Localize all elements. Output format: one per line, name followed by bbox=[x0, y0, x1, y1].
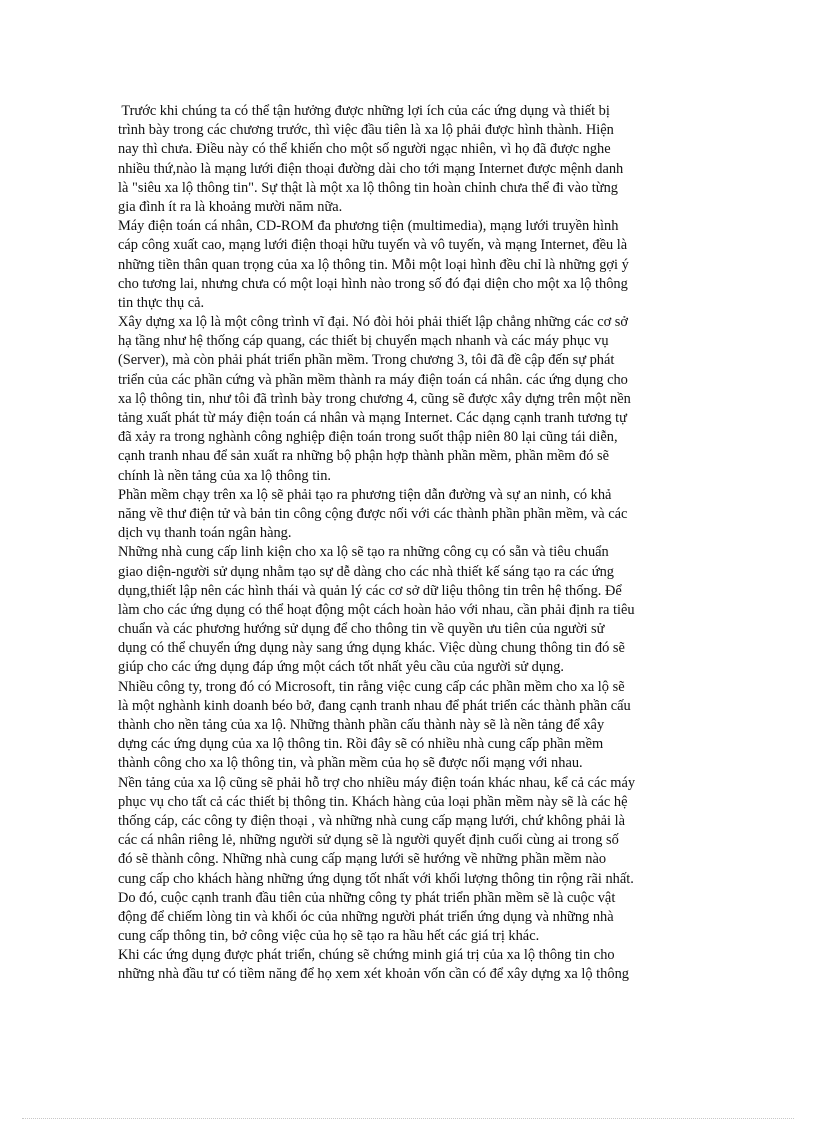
text-line: triển của các phần cứng và phần mềm thành ra máy điện toán cá nhân. các ứng dụng cho bbox=[118, 371, 628, 388]
text-line: gia đình ít ra là khoảng mười năm nữa. bbox=[118, 198, 343, 215]
text-line: chuẩn và các phương hướng sử dụng để cho thông tin về quyền ưu tiên của người sử bbox=[118, 621, 605, 638]
text-line: chính là nền tảng của xa lộ thông tin. bbox=[118, 467, 332, 484]
text-line: phục vụ cho tất cả các thiết bị thông tin. Khách hàng của loại phần mềm này sẽ là các hệ bbox=[118, 793, 628, 810]
text-line: dụng có thể chuyển ứng dụng này sang ứng dụng khác. Việc dùng chung thông tin đó sẽ bbox=[118, 640, 625, 657]
text-line: thành cho nền tảng của xa lộ. Những thành phần cấu thành này sẽ là nền tảng để xây bbox=[118, 717, 605, 733]
text-line: dịch vụ thanh toán ngân hàng. bbox=[118, 525, 292, 542]
text-line: đó sẽ thành công. Những nhà cung cấp mạng lưới sẽ hướng về những phần mềm nào bbox=[118, 851, 607, 868]
text-line: Nền tảng của xa lộ cũng sẽ phải hỗ trợ cho nhiều máy điện toán khác nhau, kể cả các máy bbox=[118, 774, 636, 791]
text-line: Do đó, cuộc cạnh tranh đầu tiên của những công ty phát triển phần mềm sẽ là cuộc vật bbox=[118, 889, 616, 906]
text-line: (Server), mà còn phải phát triển phần mềm. Trong chương 3, tôi đã đề cập đến sự phát bbox=[118, 352, 615, 369]
text-line: tin thực thụ cả. bbox=[118, 294, 205, 311]
text-line: giúp cho các ứng dụng đáp ứng một cách tốt nhất yêu cầu của người sử dụng. bbox=[118, 659, 565, 676]
text-line: Xây dựng xa lộ là một công trình vĩ đại. Nó đòi hỏi phải thiết lập chẳng những các cơ sở bbox=[118, 314, 628, 331]
text-line: Khi các ứng dụng được phát triển, chúng sẽ chứng minh giá trị của xa lộ thông tin cho bbox=[118, 947, 615, 964]
text-line: những tiền thân quan trọng của xa lộ thông tin. Mỗi một loại hình đều chỉ là những gợi ý bbox=[118, 256, 629, 273]
text-line: dựng các ứng dụng của xa lộ thông tin. Rồi đây sẽ có nhiều nhà cung cấp phần mềm bbox=[118, 736, 604, 753]
text-line: các cá nhân riêng lẻ, những người sử dụng sẽ là người quyết định cuối cùng ai trong số bbox=[118, 832, 619, 849]
text-line: nay thì chưa. Điều này có thể khiến cho một số người ngạc nhiên, vì họ đã được nghe bbox=[118, 141, 611, 158]
text-line: trình bày trong các chương trước, thì việc đầu tiên là xa lộ phải được hình thành. Hiện bbox=[118, 122, 614, 139]
text-line: cạnh tranh nhau để sản xuất ra những bộ phận hợp thành phần mềm, phần mềm đó sẽ bbox=[118, 448, 609, 465]
text-line: những nhà đầu tư có tiềm năng để họ xem xét khoản vốn cần có để xây dựng xa lộ thông bbox=[118, 966, 629, 983]
text-line: dụng,thiết lập nên các hình thái và quản lý các cơ sở dữ liệu thông tin trên hệ thống. Để bbox=[118, 582, 622, 599]
page-bottom-border bbox=[22, 1118, 794, 1119]
text-line: thống cáp, các công ty điện thoại , và những nhà cung cấp mạng lưới, chứ không phải là bbox=[118, 812, 625, 829]
text-line: hạ tầng như hệ thống cáp quang, các thiết bị chuyển mạch nhanh và các máy phục vụ bbox=[118, 333, 609, 350]
text-line: thành công cho xa lộ thông tin, và phần mềm của họ sẽ được nối mạng với nhau. bbox=[118, 755, 583, 772]
text-line: cung cấp thông tin, bở công việc của họ sẽ tạo ra hầu hết các giá trị khác. bbox=[118, 928, 540, 945]
text-line: Những nhà cung cấp linh kiện cho xa lộ sẽ tạo ra những công cụ có sẵn và tiêu chuẩn bbox=[118, 544, 609, 561]
text-line: Phần mềm chạy trên xa lộ sẽ phải tạo ra phương tiện dẫn đường và sự an ninh, có khả bbox=[118, 486, 612, 503]
text-line: Trước khi chúng ta có thể tận hưởng được những lợi ích của các ứng dụng và thiết bị bbox=[118, 103, 610, 119]
text-line: tảng xuất phát từ máy điện toán cá nhân và mạng Internet. Các dạng cạnh tranh tương tự bbox=[118, 410, 627, 426]
text-line: cho tương lai, nhưng chưa có một loại hình nào trong số đó đại diện cho một xa lộ thông bbox=[118, 275, 628, 292]
text-line: Nhiều công ty, trong đó có Microsoft, tin rằng việc cung cấp các phần mềm cho xa lộ sẽ bbox=[118, 678, 625, 695]
text-line: là "siêu xa lộ thông tin". Sự thật là một xa lộ thông tin hoàn chỉnh chưa thể đi vào từng bbox=[118, 179, 618, 196]
text-line: xa lộ thông tin, như tôi đã trình bày trong chương 4, cũng sẽ được xây dựng trên một nền bbox=[118, 390, 631, 407]
text-line: là một nghành kinh doanh béo bở, đang cạnh tranh nhau để phát triển các thành phần cấu bbox=[118, 697, 631, 714]
text-line: cáp công xuất cao, mạng lưới điện thoại hữu tuyến và vô tuyến, và mạng Internet, đều là bbox=[118, 237, 628, 254]
text-line: giao diện-người sử dụng nhằm tạo sự dễ dàng cho các nhà thiết kế sáng tạo ra các ứng bbox=[118, 563, 614, 580]
text-line: nhiều thứ,nào là mạng lưới điện thoại đường dài cho tới mạng Internet được mệnh danh bbox=[118, 160, 624, 177]
text-line: năng về thư điện tử và bản tin công cộng được nối với các thành phần phần mềm, và các bbox=[118, 505, 628, 522]
text-line: làm cho các ứng dụng có thể hoạt động một cách hoàn hảo với nhau, cần phải định ra tiêu bbox=[118, 601, 635, 618]
text-line: Máy điện toán cá nhân, CD-ROM đa phương tiện (multimedia), mạng lưới truyền hình bbox=[118, 218, 619, 235]
document-body bbox=[118, 102, 693, 985]
text-line: đã xảy ra trong nghành công nghiệp điện toán trong suốt thập niên 80 lại cũng tái diễn, bbox=[118, 429, 618, 446]
text-line: động để chiếm lòng tin và khối óc của những người phát triển ứng dụng và những nhà bbox=[118, 908, 614, 925]
text-line: cung cấp cho khách hàng những ứng dụng tốt nhất với khối lượng thông tin rộng rãi nhất. bbox=[118, 870, 634, 887]
